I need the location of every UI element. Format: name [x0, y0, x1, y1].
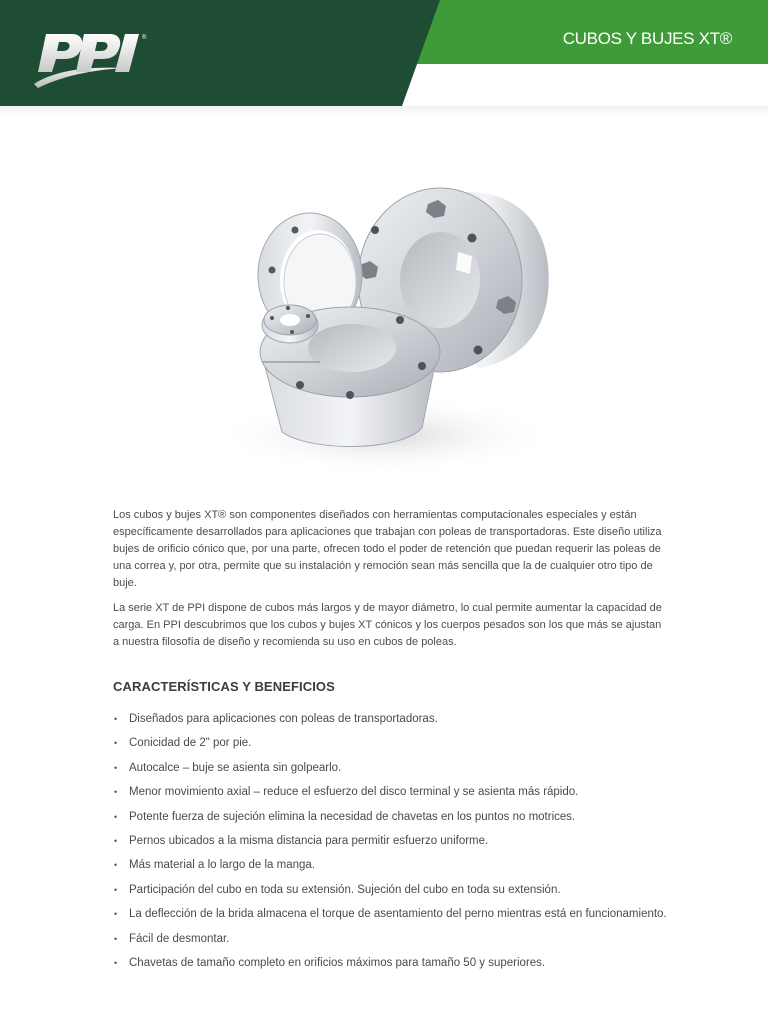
feature-text: Potente fuerza de sujeción elimina la necesidad de chavetas en los puntos no motrices. [129, 810, 576, 823]
bullet-icon: • [114, 714, 118, 724]
bullet-icon: • [114, 909, 118, 920]
feature-item [113, 707, 693, 731]
document-title: CUBOS Y BUJES XT® [562, 29, 732, 48]
feature-text: Más material a lo largo de la manga. [129, 859, 316, 872]
feature-item [113, 780, 693, 804]
bullet-icon: • [114, 860, 118, 871]
feature-text: Diseñados para aplicaciones con poleas de transportadoras. [129, 713, 438, 725]
product-image-hubs-bushings [200, 170, 570, 480]
bullet-icon: • [114, 811, 118, 822]
feature-text: Menor movimiento axial – reduce el esfuerzo del disco terminal y se asienta más rápido. [129, 786, 579, 799]
header-shadow [0, 106, 768, 116]
feature-text: Chavetas de tamaño completo en orificios máximos para tamaño 50 y superiores. [129, 957, 546, 970]
feature-item [113, 756, 693, 780]
feature-text: Participación del cubo en toda su extensión. Sujeción del cubo en toda su extensión. [129, 883, 561, 896]
feature-text: Pernos ubicados a la misma distancia para permitir esfuerzo uniforme. [129, 835, 489, 848]
feature-item [113, 902, 693, 926]
feature-item [113, 951, 693, 975]
bullet-icon: • [114, 884, 118, 895]
feature-item [113, 927, 693, 951]
feature-item [113, 878, 693, 902]
bullet-icon: • [114, 958, 118, 969]
feature-item [113, 731, 693, 755]
intro-paragraph: Los cubos y bujes XT® son componentes diseñados con herramientas computacionales especiales y están específicamente desarrollados para aplicaciones que trabajan con poleas de transportadoras. Este diseño utiliza bujes de orificio cónico que, por una parte, ofrecen todo el poder de retención que puedan requerir las poleas de una correa y, por otra, permite que su instalación y remoción sean más sencilla que la de cualquier otro tipo de buje. [113, 509, 662, 589]
feature-item [113, 829, 693, 853]
feature-text: Autocalce – buje se asienta sin golpearlo. [129, 761, 342, 774]
svg-text:®: ® [142, 35, 147, 41]
intro-text [113, 507, 666, 659]
features-heading: CARACTERÍSTICAS Y BENEFICIOS [113, 679, 335, 694]
page-header [0, 0, 768, 106]
bullet-icon: • [114, 836, 118, 847]
feature-text: Conicidad de 2" por pie. [129, 737, 252, 750]
feature-item [113, 853, 693, 877]
feature-text: Fácil de desmontar. [129, 932, 230, 945]
feature-text: La deflección de la brida almacena el torque de asentamiento del perno mientras está en funcionamiento. [129, 908, 667, 921]
features-list [113, 707, 693, 975]
bullet-icon: • [114, 787, 118, 798]
bullet-icon: • [114, 738, 118, 749]
feature-item [113, 805, 693, 829]
intro-paragraph: La serie XT de PPI dispone de cubos más largos y de mayor diámetro, lo cual permite aumentar la capacidad de carga. En PPI descubrimos que los cubos y bujes XT cónicos y los cuerpos pesados son los que más se ajustan a nuestra filosofía de diseño y recomienda su uso en cubos de poleas. [113, 602, 662, 648]
bullet-icon: • [114, 762, 118, 773]
bullet-icon: • [114, 933, 118, 944]
ppi-logo [32, 26, 156, 88]
